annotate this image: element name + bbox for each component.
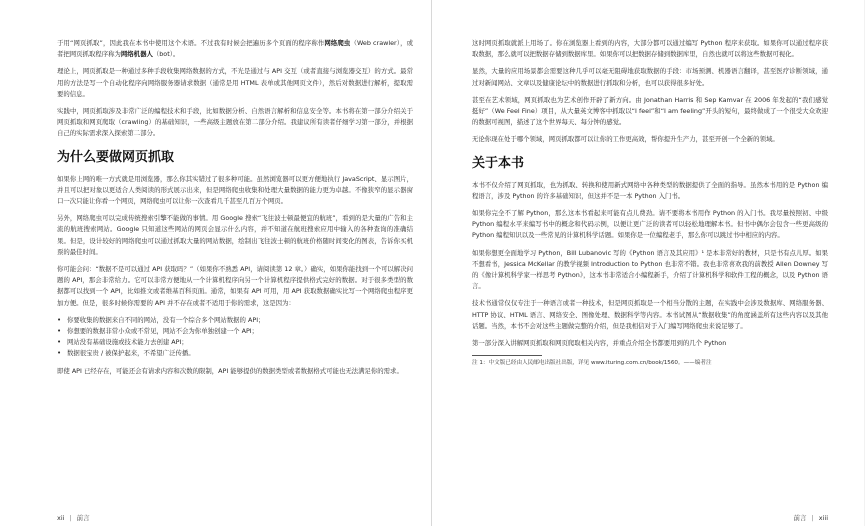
section-heading: 关于本书 <box>472 155 525 171</box>
paragraph: 第一部分深入讲解网页抓取和网页爬取相关内容，并重点介绍全书都要用到的几个 Python <box>472 339 727 348</box>
paragraph: 甚至在艺术领域，网页抓取也为艺术创作开辟了新方向。由 Jonathan Harris 和 Sep Kamvar 在 2006 年发起的“我们感觉挺好”（We Feel Fine）项目，从大量英文博客中抓取以“I feel”和“I am feeling”开头的短句，最终做成了一个很受大众欢迎的数据可视图，描述了这个世界每天、每分钟的感觉。 <box>472 95 828 127</box>
paragraph: 另外，网络爬虫可以完成传统搜索引擎不能做的事情。用 Google 搜索“飞往波士顿最便宜的航班”，看到的是大量的广告和主流的航班搜索网站。Google 只知道这些网站的网页会显示什么内容，并不知道在航班搜索应用中输入的各种查询的准确结果。但是，设计较好的网络爬虫可以通过抓取大量的网站数据，绘制出飞往波士顿的航班价格随时间变化的图表，告诉你买机票的最佳时间。 <box>57 214 413 256</box>
text-run: 于用“网页抓取”，因此我在本书中使用这个术语。不过我有时候会把遍历多个页面的程序称作 <box>57 39 325 47</box>
footnote-divider <box>472 355 542 356</box>
paragraph: 本书不仅介绍了网页抓取，也为抓取、转换和使用新式网络中各种类型的数据提供了全面的指导。虽然本书用的是 Python 编程语言，涉及 Python 的许多基础知识，但这并不是一本 Python 入门书。 <box>472 180 828 200</box>
paragraph: 实践中，网页抓取涉及非常广泛的编程技术和手段，比如数据分析、自然语言解析和信息安全等。本书将在第一部分介绍关于网页抓取和网页爬取（crawling）的基础知识，一些高级主题放在第二部分介绍。我建议所有读者仔细学习第一部分，并根据自己的实际需求深入探索第二部分。 <box>57 107 413 138</box>
list-item: • 你要收集的数据来自不同的网站，没有一个综合多个网站数据的 API； <box>57 315 413 326</box>
paragraph: 显然，大量的应用场景都会需要这种几乎可以毫无阻碍地获取数据的手段：市场预测、机器语言翻译，甚至医疗诊断领域，通过对新闻网站、文章以及健康论坛中的数据进行抓取和分析，也可以获得很多好处。 <box>472 67 828 87</box>
folio-separator: | <box>811 514 814 522</box>
list-item: • 网站没有基础设施或技术能力去创建 API； <box>57 337 413 348</box>
text-run: （Web crawler），或者把网页抓取程序称为 <box>57 39 414 59</box>
paragraph: 理论上，网页抓取是一种通过多种手段收集网络数据的方式，不光是通过与 API 交互（或者直接与浏览器交互）的方式。最常用的方法是写一个自动化程序向网络服务器请求数据（通常是用 HTML 表单或其他网页文件），然后对数据进行解析，提取需要的信息。 <box>57 67 413 98</box>
left-page <box>0 0 432 526</box>
bullet-list <box>57 315 413 360</box>
page-footer <box>57 513 90 522</box>
paragraph: 技术书通常仅仅专注于一种语言或者一种技术，但是网页抓取是一个相当分散的主题，在实践中会涉及数据库、网络服务器、HTTP 协议、HTML 语言、网络安全、图像处理、数据科学等内容。本书试图从“数据收集”的角度涵盖所有这些内容以及其他话题。当然，本书不会对这些主题做完整的介绍，但是我相信对于入门编写网络爬虫来说足够了。 <box>472 299 828 330</box>
folio-separator: | <box>69 514 72 522</box>
running-title: 前言 <box>76 514 90 522</box>
running-title: 前言 <box>793 514 807 522</box>
footnote: 注 1：中文版已经由人民邮电出版社出版，详见 www.ituring.com.cn/book/1560。——编者注 <box>472 360 712 367</box>
term-bold: 网络机器人 <box>120 50 153 59</box>
right-page <box>432 0 864 526</box>
paragraph: 即使 API 已经存在，可能还会有请求内容和次数的限制，API 能够提供的数据类型或者数据格式可能也无法满足你的需求。 <box>57 366 403 375</box>
page-footer <box>794 513 828 522</box>
paragraph: 无论你现在处于哪个领域，网页抓取都可以让你的工作更高效，帮你提升生产力，甚至开创一个全新的领域。 <box>472 135 779 144</box>
paragraph: 如果你想更全面地学习 Python，Bill Lubanovic 写的《Python 语言及其应用》¹ 是本非常好的教材，只是书有点儿厚。如果不想看书，Jessica McKellar 的教学视频 Introduction to Python 也非常不错。我也非常喜欢我的前教授 Allen Downey 写的《像计算机科学家一样思考 Python》，这本书非常适合小编程新手，介绍了计算机科学和软件工程的概念，以及 Python 语言。 <box>472 248 828 291</box>
term-bold: 网络爬虫 <box>324 39 351 47</box>
section-heading: 为什么要做网页抓取 <box>57 149 175 165</box>
paragraph: 你可能会问：“数据不是可以通过 API 获取吗？”（如果你不熟悉 API，请阅读第 12 章。）确实，如果你能找到一个可以解决问题的 API，那会非常给力。它可以非常方便地从一个计算机程序向另一个计算机程序提供格式完好的数据。对于很多类型的数据都可以找到一个 API，比如推文或者维基百科页面。通常，如果有 API 可用，用 API 获取数据确实比写一个网络爬虫程序更加方便。但是，很多时候你需要的 API 并不存在或者不适用于你的需求，这是因为： <box>57 265 413 307</box>
paragraph: 这时网页抓取就派上用场了。你在浏览器上看到的内容，大部分都可以通过编写 Python 程序来获取。如果你可以通过程序获取数据，那么就可以把数据存储到数据库里。如果你可以把数据存储到数据库里，自然也就可以将这些数据可视化。 <box>472 39 828 59</box>
page-number: xiii <box>818 514 828 522</box>
list-item: • 数据很宝贵 / 被保护起来，不希望广泛传播。 <box>57 348 413 359</box>
paragraph: 如果你完全不了解 Python，那么这本书看起来可能有点儿费劲。请不要将本书用作 Python 的入门书。我尽量按照初、中级 Python 编程水平来编写书中的概念和代码示例，以便让更广泛的读者可以轻松地理解本书。但书中偶尔会包含一些更高级的 Python 编程知识以及一些常见的计算机科学话题。如果你是一位编程老手，那么你可以跳过书中相应的内容。 <box>472 209 828 240</box>
page-number: xii <box>57 514 65 522</box>
text-run: （bot）。 <box>152 50 180 59</box>
list-item: • 你想要的数据非常小众或不常见，网站不会为你单独创建一个 API； <box>57 326 413 337</box>
paragraph: 如果你上网的唯一方式就是用浏览器，那么你其实错过了很多种可能。虽然浏览器可以更方便地执行 JavaScript、显示图片，并且可以把对象以更适合人类阅读的形式展示出来，但是网络爬虫收集和处理大量数据的能力更为卓越。不像狭窄的显示器窗口一次只能让你看一个网页，网络爬虫可以让你一次查看几千甚至几百万个网页。 <box>57 174 413 206</box>
paragraph <box>57 38 413 60</box>
